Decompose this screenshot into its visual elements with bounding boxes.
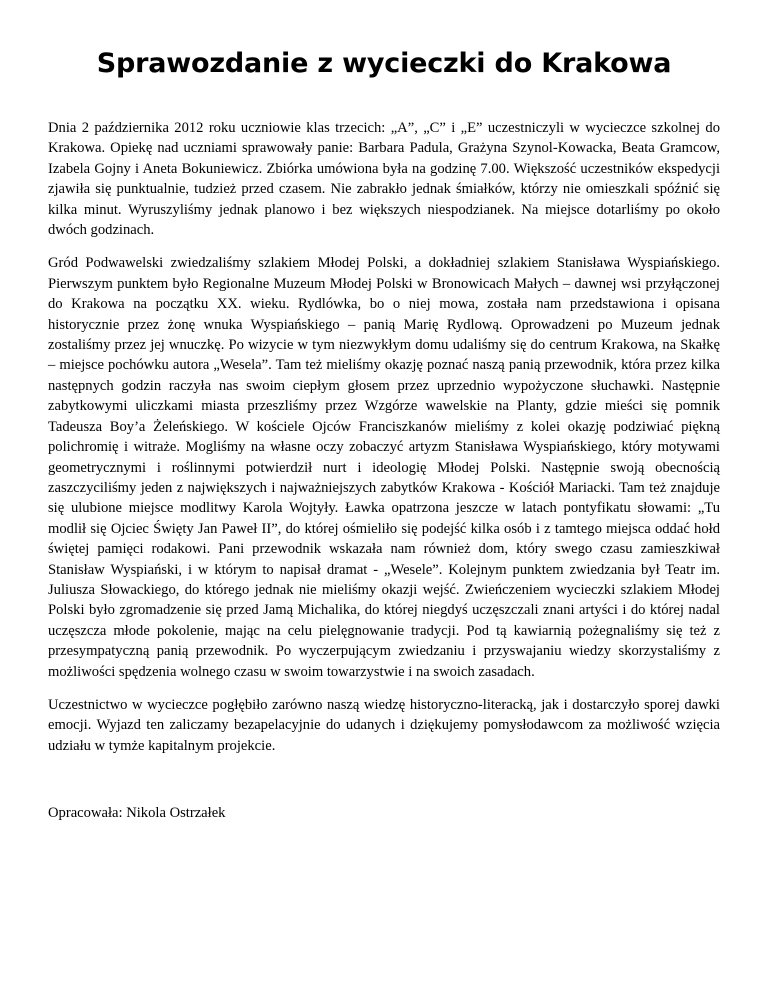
document-title: Sprawozdanie z wycieczki do Krakowa <box>96 48 672 79</box>
paragraph-summary: Uczestnictwo w wycieczce pogłębiło zarówno naszą wiedzę historyczno-literacką, jak i dostarczyło sporej dawki emocji. Wyjazd ten zaliczamy bezapelacyjnie do udanych i dziękujemy pomysłodawcom za możliwość wzięcia udziału w tymże kapitalnym projekcie. <box>48 696 720 754</box>
paragraph-intro: Dnia 2 października 2012 roku uczniowie klas trzecich: „A”, „C” i „E” uczestniczyli w wycieczce szkolnej do Krakowa. Opiekę nad uczniami sprawowały panie: Barbara Padula, Grażyna Szynol-Kowacka, Beata Gramcow, Izabela Gojny i Aneta Bokuniewicz. Zbiórka umówiona była na godzinę 7.00. Większość uczestników ekspedycji zjawiła się punktualnie, tudzież przed czasem. Nie zabrakło jednak śmiałków, którzy nie omieszkali spóźnić się kilka minut. Wyruszyliśmy jednak planowo i bez większych niespodzianek. Na miejsce dotarliśmy po około dwóch godzinach. <box>48 120 720 239</box>
paragraph-tour: Gród Podwawelski zwiedzaliśmy szlakiem Młodej Polski, a dokładniej szlakiem Stanisława Wyspiańskiego. Pierwszym punktem było Regionalne Muzeum Młodej Polski w Bronowicach Małych – dawnej wsi przyłączonej do Krakowa na początku XX. wieku. Rydlówka, bo o niej mowa, została nam przedstawiona i opisana historycznie przez żonę wnuka Wyspiańskiego – panią Marię Rydlową. Oprowadzeni po Muzeum jednak zostaliśmy przez jej wnuczkę. Po wizycie w tym niezwykłym domu udaliśmy się do centrum Krakowa, na Skałkę – miejsce pochówku autora „Wesela”. Tam też mieliśmy okazję poznać naszą panią przewodnik, która przez kilka następnych godzin raczyła nas swoim ciepłym głosem przez uprzednio wypożyczone słuchawki. Następnie zabytkowymi uliczkami miasta przeszliśmy przez Wzgórze wawelskie na Planty, gdzie mieści się pomnik Tadeusza Boy’a Żeleńskiego. W kościele Ojców Franciszkanów mieliśmy z kolei okazję podziwiać piękną polichromię i witraże. Mogliśmy na własne oczy zobaczyć artyzm Stanisława Wyspiańskiego, który motywami geometrycznymi i roślinnymi potwierdził nurt i ideologię Młodej Polski. Następnie swoją obecnością zaszczyciliśmy jeden z największych i najważniejszych zabytków Krakowa - Kościół Mariacki. Tam też znajduje się ulubione miejsce modlitwy Karola Wojtyły. Ławka opatrzona jeszcze w latach pontyfikatu słowami: „Tu modlił się Ojciec Święty Jan Paweł II”, do której ośmieliło się podejść kilka osób i z tamtego miejsca oddać hołd świętej pamięci rodakowi. Pani przewodnik wskazała nam również dom, który swego czasu zamieszkiwał Stanisław Wyspiański, i w którym to napisał dramat - „Wesele”. Kolejnym punktem zwiedzania był Teatr im. Juliusza Słowackiego, do którego jednak nie mieliśmy okazji wejść. Zwieńczeniem wycieczki szlakiem Młodej Polski było zgromadzenie się przed Jamą Michalika, do której niegdyś uczęszczali znani artyści i do której nadal uczęszcza młode pokolenie, mając na celu pielęgnowanie tradycji. Pod tą kawiarnią pożegnaliśmy się też z przesympatyczną panią przewodnik. Po wyczerpującym zwiedzaniu i przyswajaniu wiedzy skorzystaliśmy z możliwości spędzenia wolnego czasu w swoim towarzystwie i na swoich zasadach. <box>48 255 720 680</box>
document-page <box>48 44 720 769</box>
author-signature: Opracowała: Nikola Ostrzałek <box>48 805 226 821</box>
